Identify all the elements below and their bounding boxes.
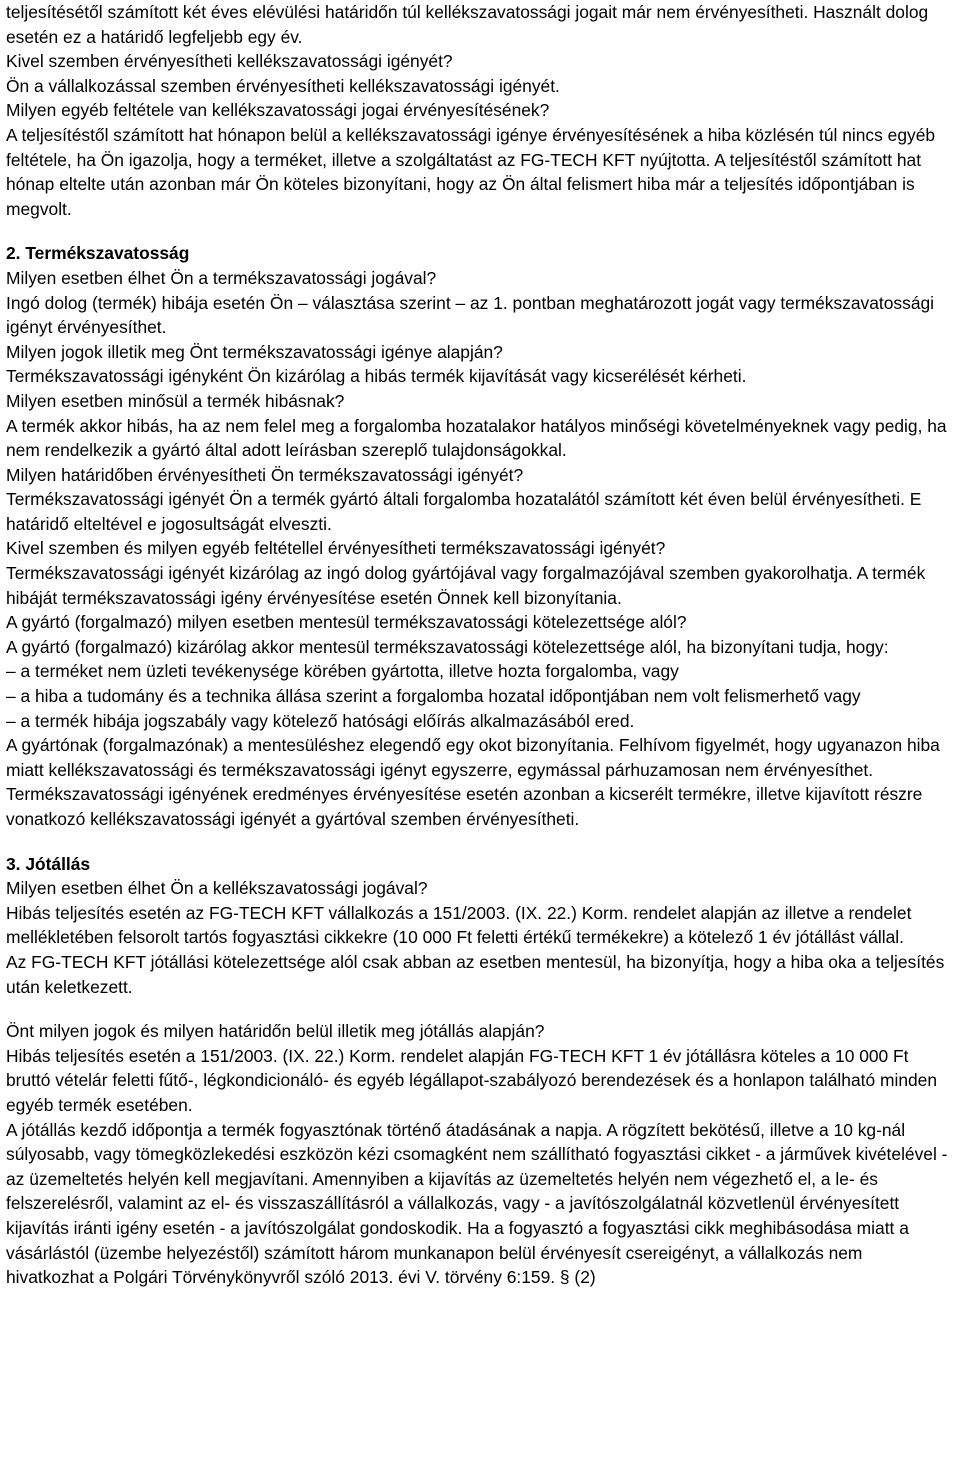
- question: Kivel szemben érvényesítheti kellékszavatossági igényét?: [6, 51, 453, 72]
- spacer: [6, 832, 954, 852]
- question: Milyen jogok illetik meg Önt termékszavatossági igénye alapján?: [6, 341, 503, 362]
- dash-item: – a terméket nem üzleti tevékenysége körében gyártotta, illetve hozta forgalomba, vagy: [6, 661, 679, 682]
- question: Milyen határidőben érvényesítheti Ön termékszavatossági igényét?: [6, 464, 524, 485]
- question: Milyen esetben élhet Ön a kellékszavatossági jogával?: [6, 878, 428, 899]
- question: Milyen esetben élhet Ön a termékszavatossági jogával?: [6, 267, 437, 288]
- answer: Termékszavatossági igényét Ön a termék gyártó általi forgalomba hozatalától számított két éven belül érvényesítheti. E határidő elteltével e jogosultságát elveszti.: [6, 489, 922, 534]
- answer: A teljesítéstől számított hat hónapon belül a kellékszavatossági igénye érvényesítésének a hiba közlésén túl nincs egyéb feltétele, ha Ön igazolja, hogy a terméket, illetve a szolgáltatást az FG-TECH KFT nyújtotta. A teljesítéstől számított hat hónap eltelte után azonban már Ön köteles bizonyítani, hogy az Ön által felismert hiba már a teljesítés időpontjában is megvolt.: [6, 124, 936, 219]
- answer: A termék akkor hibás, ha az nem felel meg a forgalomba hozatalakor hatályos minőségi követelményeknek vagy pedig, ha nem rendelkezik a gyártó által adott leírásban szereplő tulajdonságokkal.: [6, 415, 947, 461]
- dash-item: – a hiba a tudomány és a technika állása szerint a forgalomba hozatal időpontjában nem volt felismerhető vagy: [6, 686, 861, 707]
- answer: Termékszavatossági igényként Ön kizárólag a hibás termék kijavítását vagy kicserélését kérheti.: [6, 366, 747, 387]
- answer: Ingó dolog (termék) hibája esetén Ön – választása szerint – az 1. pontban meghatározott jogát vagy termékszavatossági igényt érvényesíthet.: [6, 292, 935, 338]
- question: Milyen esetben minősül a termék hibásnak?: [6, 390, 345, 411]
- answer: Hibás teljesítés esetén a 151/2003. (IX. 22.) Korm. rendelet alapján FG-TECH KFT 1 év jótállásra köteles a 10 000 Ft bruttó vételár feletti fűtő-, légkondicionáló- és egyéb légállapot-szabályozó berendezések és a honlapon található minden egyéb termék esetében.: [6, 1045, 938, 1115]
- question: A gyártó (forgalmazó) milyen esetben mentesül termékszavatossági kötelezettsége alól?: [6, 612, 687, 633]
- spacer: [6, 221, 954, 241]
- answer: Termékszavatossági igényét kizárólag az ingó dolog gyártójával vagy forgalmazójával szemben gyakorolhatja. A termék hibáját termékszavatossági igény érvényesítése esetén Önnek kell bizonyítania.: [6, 563, 926, 608]
- spacer: [6, 999, 954, 1019]
- answer: Ön a vállalkozással szemben érvényesítheti kellékszavatossági igényét.: [6, 75, 560, 96]
- answer: A jótállás kezdő időpontja a termék fogyasztónak történő átadásának a napja. A rögzített bekötésű, illetve a 10 kg-nál súlyosabb, vagy tömegközlekedési eszközön kézi csomagként nem szállítható fogyasztási cikket - a járművek kivételével - az üzemeltetés helyén kell megjavítani. Amennyiben a kijavítás az üzemeltetés helyén nem végezhető el, a le- és felszerelésről, valamint az el- és visszaszállításról a vállalkozás, vagy - a javítószolgálatnál közvetlenül érvényesített kijavítás iránti igény esetén - a javítószolgálat gondoskodik. Ha a fogyasztó a fogyasztási cikk meghibásodása miatt a vásárlástól (üzembe helyezéstől) számított három munkanapon belül érvényesít csereigényt, a vállalkozás nem hivatkozhat a Polgári Törvénykönyvről szóló 2013. évi V. törvény 6:159. § (2): [6, 1119, 948, 1288]
- paragraph: teljesítésétől számított két éves elévülési határidőn túl kellékszavatossági jogait már nem érvényesítheti. Használt dolog esetén ez a határidő legfeljebb egy év.: [6, 2, 929, 47]
- question: Kivel szemben és milyen egyéb feltétellel érvényesítheti termékszavatossági igényét?: [6, 538, 666, 559]
- question: Önt milyen jogok és milyen határidőn belül illetik meg jótállás alapján?: [6, 1021, 545, 1042]
- answer: Az FG-TECH KFT jótállási kötelezettsége alól csak abban az esetben mentesül, ha bizonyítja, hogy a hiba oka a teljesítés után keletkezett.: [6, 951, 945, 997]
- answer: A gyártó (forgalmazó) kizárólag akkor mentesül termékszavatossági kötelezettsége alól, ha bizonyítani tudja, hogy:: [6, 636, 889, 657]
- question: Milyen egyéb feltétele van kellékszavatossági jogai érvényesítésének?: [6, 100, 550, 121]
- section-heading: 3. Jótállás: [6, 853, 91, 874]
- answer: A gyártónak (forgalmazónak) a mentesüléshez elegendő egy okot bizonyítania. Felhívom figyelmét, hogy ugyanazon hiba miatt kellékszavatossági és termékszavatossági igényt egyszerre, egymással párhuzamosan nem érvényesíthet. Termékszavatossági igényének eredményes érvényesítése esetén azonban a kicserélt termékre, illetve kijavított részre vonatkozó kellékszavatossági igényét a gyártóval szemben érvényesítheti.: [6, 735, 940, 829]
- dash-item: – a termék hibája jogszabály vagy kötelező hatósági előírás alkalmazásából ered.: [6, 710, 635, 731]
- section-heading: 2. Termékszavatosság: [6, 243, 190, 264]
- answer: Hibás teljesítés esetén az FG-TECH KFT vállalkozás a 151/2003. (IX. 22.) Korm. rendelet alapján az illetve a rendelet mellékletében felsorolt tartós fogyasztási cikkekre (10 000 Ft feletti értékű termékekre) a kötelező 1 év jótállást vállal.: [6, 902, 912, 948]
